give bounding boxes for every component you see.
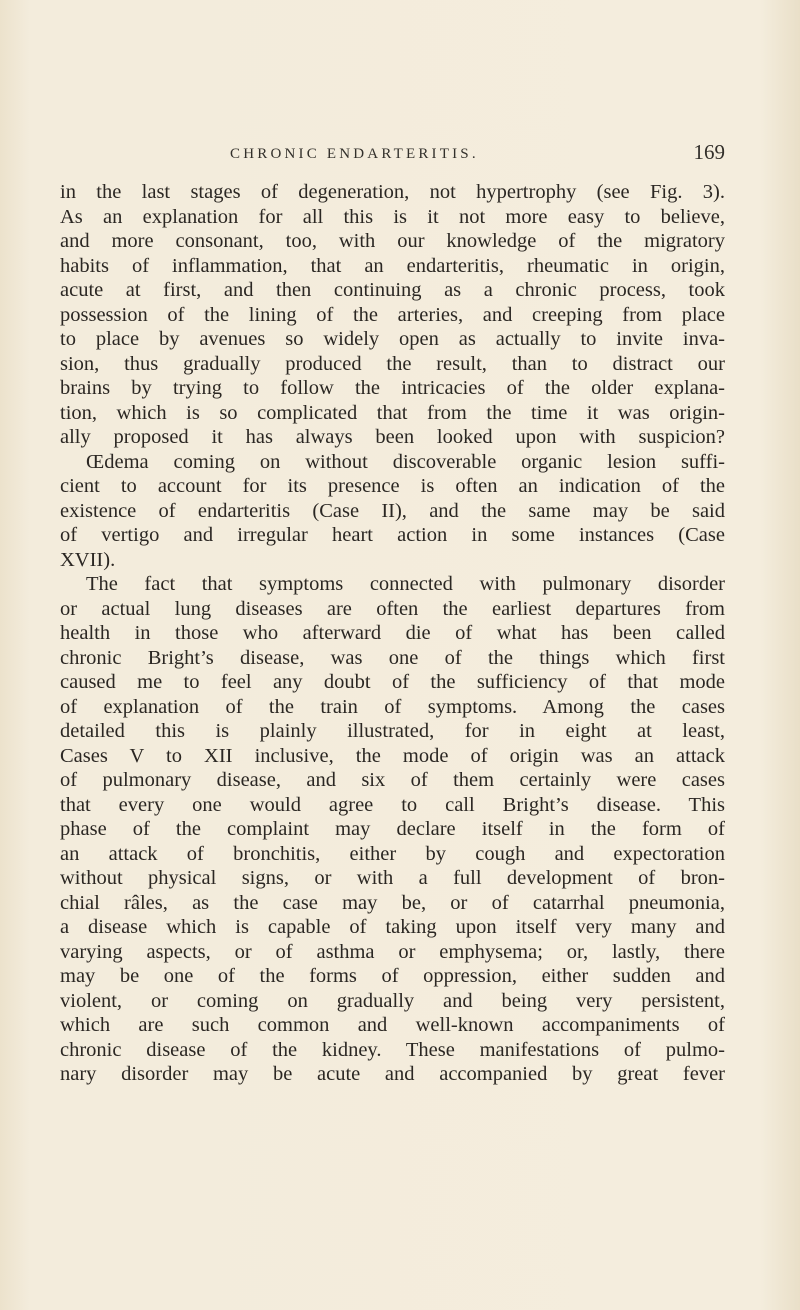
text-line: As an explanation for all this is it not more easy to believe,	[60, 205, 725, 228]
text-line: of vertigo and irregular heart action in some instances (Case	[60, 524, 725, 546]
text-line: violent, or coming on gradually and being very persistent,	[60, 989, 725, 1012]
text-line: of explanation of the train of symptoms. Among the cases	[60, 695, 725, 718]
text-line: in the last stages of degeneration, not hypertrophy (see Fig. 3).	[60, 181, 725, 203]
running-title: CHRONIC ENDARTERITIS.	[230, 146, 479, 162]
text-line: health in those who afterward die of what has been called	[60, 622, 725, 644]
text-line: a disease which is capable of taking upon itself very many and	[60, 916, 725, 938]
text-line: phase of the complaint may declare itself in the form of	[60, 818, 725, 840]
text-line: that every one would agree to call Bright’s disease. This	[60, 793, 725, 816]
text-line: caused me to feel any doubt of the sufficiency of that mode	[60, 671, 725, 693]
text-line: nary disorder may be acute and accompanied by great fever	[60, 1063, 725, 1085]
text-line: without physical signs, or with a full development of bron-	[60, 867, 725, 889]
text-line: to place by avenues so widely open as actually to invite inva-	[60, 328, 725, 350]
text-line: Œdema coming on without discoverable organic lesion suffi-	[86, 450, 725, 473]
text-line: may be one of the forms of oppression, either sudden and	[60, 965, 725, 987]
text-line: brains by trying to follow the intricacies of the older explana-	[60, 377, 725, 399]
text-line: tion, which is so complicated that from the time it was origin-	[60, 401, 725, 424]
page-header	[60, 140, 725, 170]
text-line: possession of the lining of the arteries, and creeping from place	[60, 303, 725, 326]
text-line: acute at first, and then continuing as a chronic process, took	[60, 279, 725, 301]
text-line: and more consonant, too, with our knowledge of the migratory	[60, 230, 725, 252]
text-line: habits of inflammation, that an endarteritis, rheumatic in origin,	[60, 254, 725, 277]
text-line: ally proposed it has always been looked upon with suspicion?	[60, 426, 725, 448]
text-line: chronic disease of the kidney. These manifestations of pulmo-	[60, 1038, 725, 1061]
text-line: an attack of bronchitis, either by cough and expectoration	[60, 842, 725, 865]
text-line: existence of endarteritis (Case II), and the same may be said	[60, 499, 725, 522]
text-line: varying aspects, or of asthma or emphysema; or, lastly, there	[60, 940, 725, 963]
page-number: 169	[693, 140, 725, 164]
text-line: which are such common and well-known accompaniments of	[60, 1014, 725, 1036]
text-line: of pulmonary disease, and six of them certainly were cases	[60, 769, 725, 791]
text-line: chial râles, as the case may be, or of catarrhal pneumonia,	[60, 891, 725, 914]
text-line: XVII).	[60, 548, 116, 571]
text-line: cient to account for its presence is often an indication of the	[60, 475, 725, 497]
text-line: The fact that symptoms connected with pulmonary disorder	[86, 573, 725, 595]
text-line: detailed this is plainly illustrated, for in eight at least,	[60, 720, 725, 742]
text-line: Cases V to XII inclusive, the mode of origin was an attack	[60, 744, 725, 767]
text-line: or actual lung diseases are often the earliest departures from	[60, 597, 725, 620]
text-line: sion, thus gradually produced the result, than to distract our	[60, 352, 725, 375]
body-text	[60, 180, 725, 1087]
text-line: chronic Bright’s disease, was one of the things which first	[60, 646, 725, 669]
